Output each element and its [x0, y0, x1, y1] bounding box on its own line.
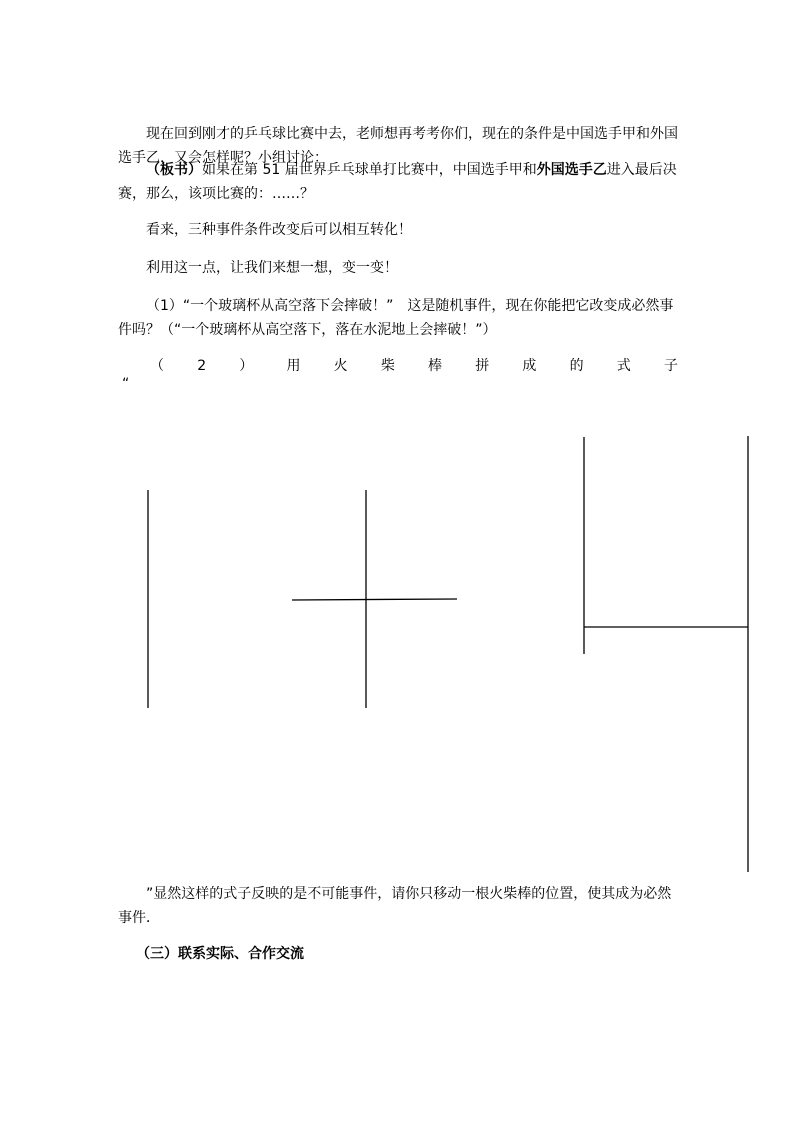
q2-char: 成 — [522, 358, 537, 374]
paragraph-question-1: （1）“一个玻璃杯从高空落下会摔破！” 这是随机事件，现在你能把它改变成必然事件吗？（“一个玻璃杯从高空落下，落在水泥地上会摔破！”） — [118, 298, 674, 338]
paragraph-conversion: 看来，三种事件条件改变后可以相互转化！ — [146, 222, 412, 238]
q2-open-quote: “ — [122, 376, 130, 392]
q2-char: 棒 — [428, 358, 443, 374]
board-note-bold: 外国选手乙 — [536, 162, 607, 178]
board-note-text-1: 如果在第 51 届世界乒乓球单打比赛中，中国选手甲和 — [202, 162, 537, 178]
paragraph-pingpong-intro: 现在回到刚才的乒乓球比赛中去，老师想再考考你们，现在的条件是中国选手甲和外国选手乙，又会怎样呢？小组讨论： — [118, 126, 678, 166]
q2-char: 火 — [333, 358, 348, 374]
q2-char: ） — [239, 358, 254, 374]
section-heading-3: （三）联系实际、合作交流 — [136, 946, 304, 962]
paragraph-impossible-event: ”显然这样的式子反映的是不可能事件，请你只移动一根火柴棒的位置，使其成为必然事件． — [118, 886, 672, 926]
q2-char: 2 — [197, 358, 207, 374]
q2-char: 的 — [569, 358, 584, 374]
q2-char: 用 — [286, 358, 301, 374]
q2-char: 子 — [663, 358, 678, 374]
paragraph-think-change: 利用这一点，让我们来想一想，变一变！ — [146, 260, 398, 276]
q2-char: 柴 — [380, 358, 395, 374]
q2-char: 式 — [616, 358, 631, 374]
matchstick-plus-horizontal — [292, 599, 457, 600]
q2-char: 拼 — [475, 358, 490, 374]
board-note-text-2: 进入最后决赛，那么，该项比赛的：……？ — [118, 162, 677, 202]
q2-char: （ — [150, 358, 164, 374]
board-note-tag: （板书） — [146, 162, 202, 178]
